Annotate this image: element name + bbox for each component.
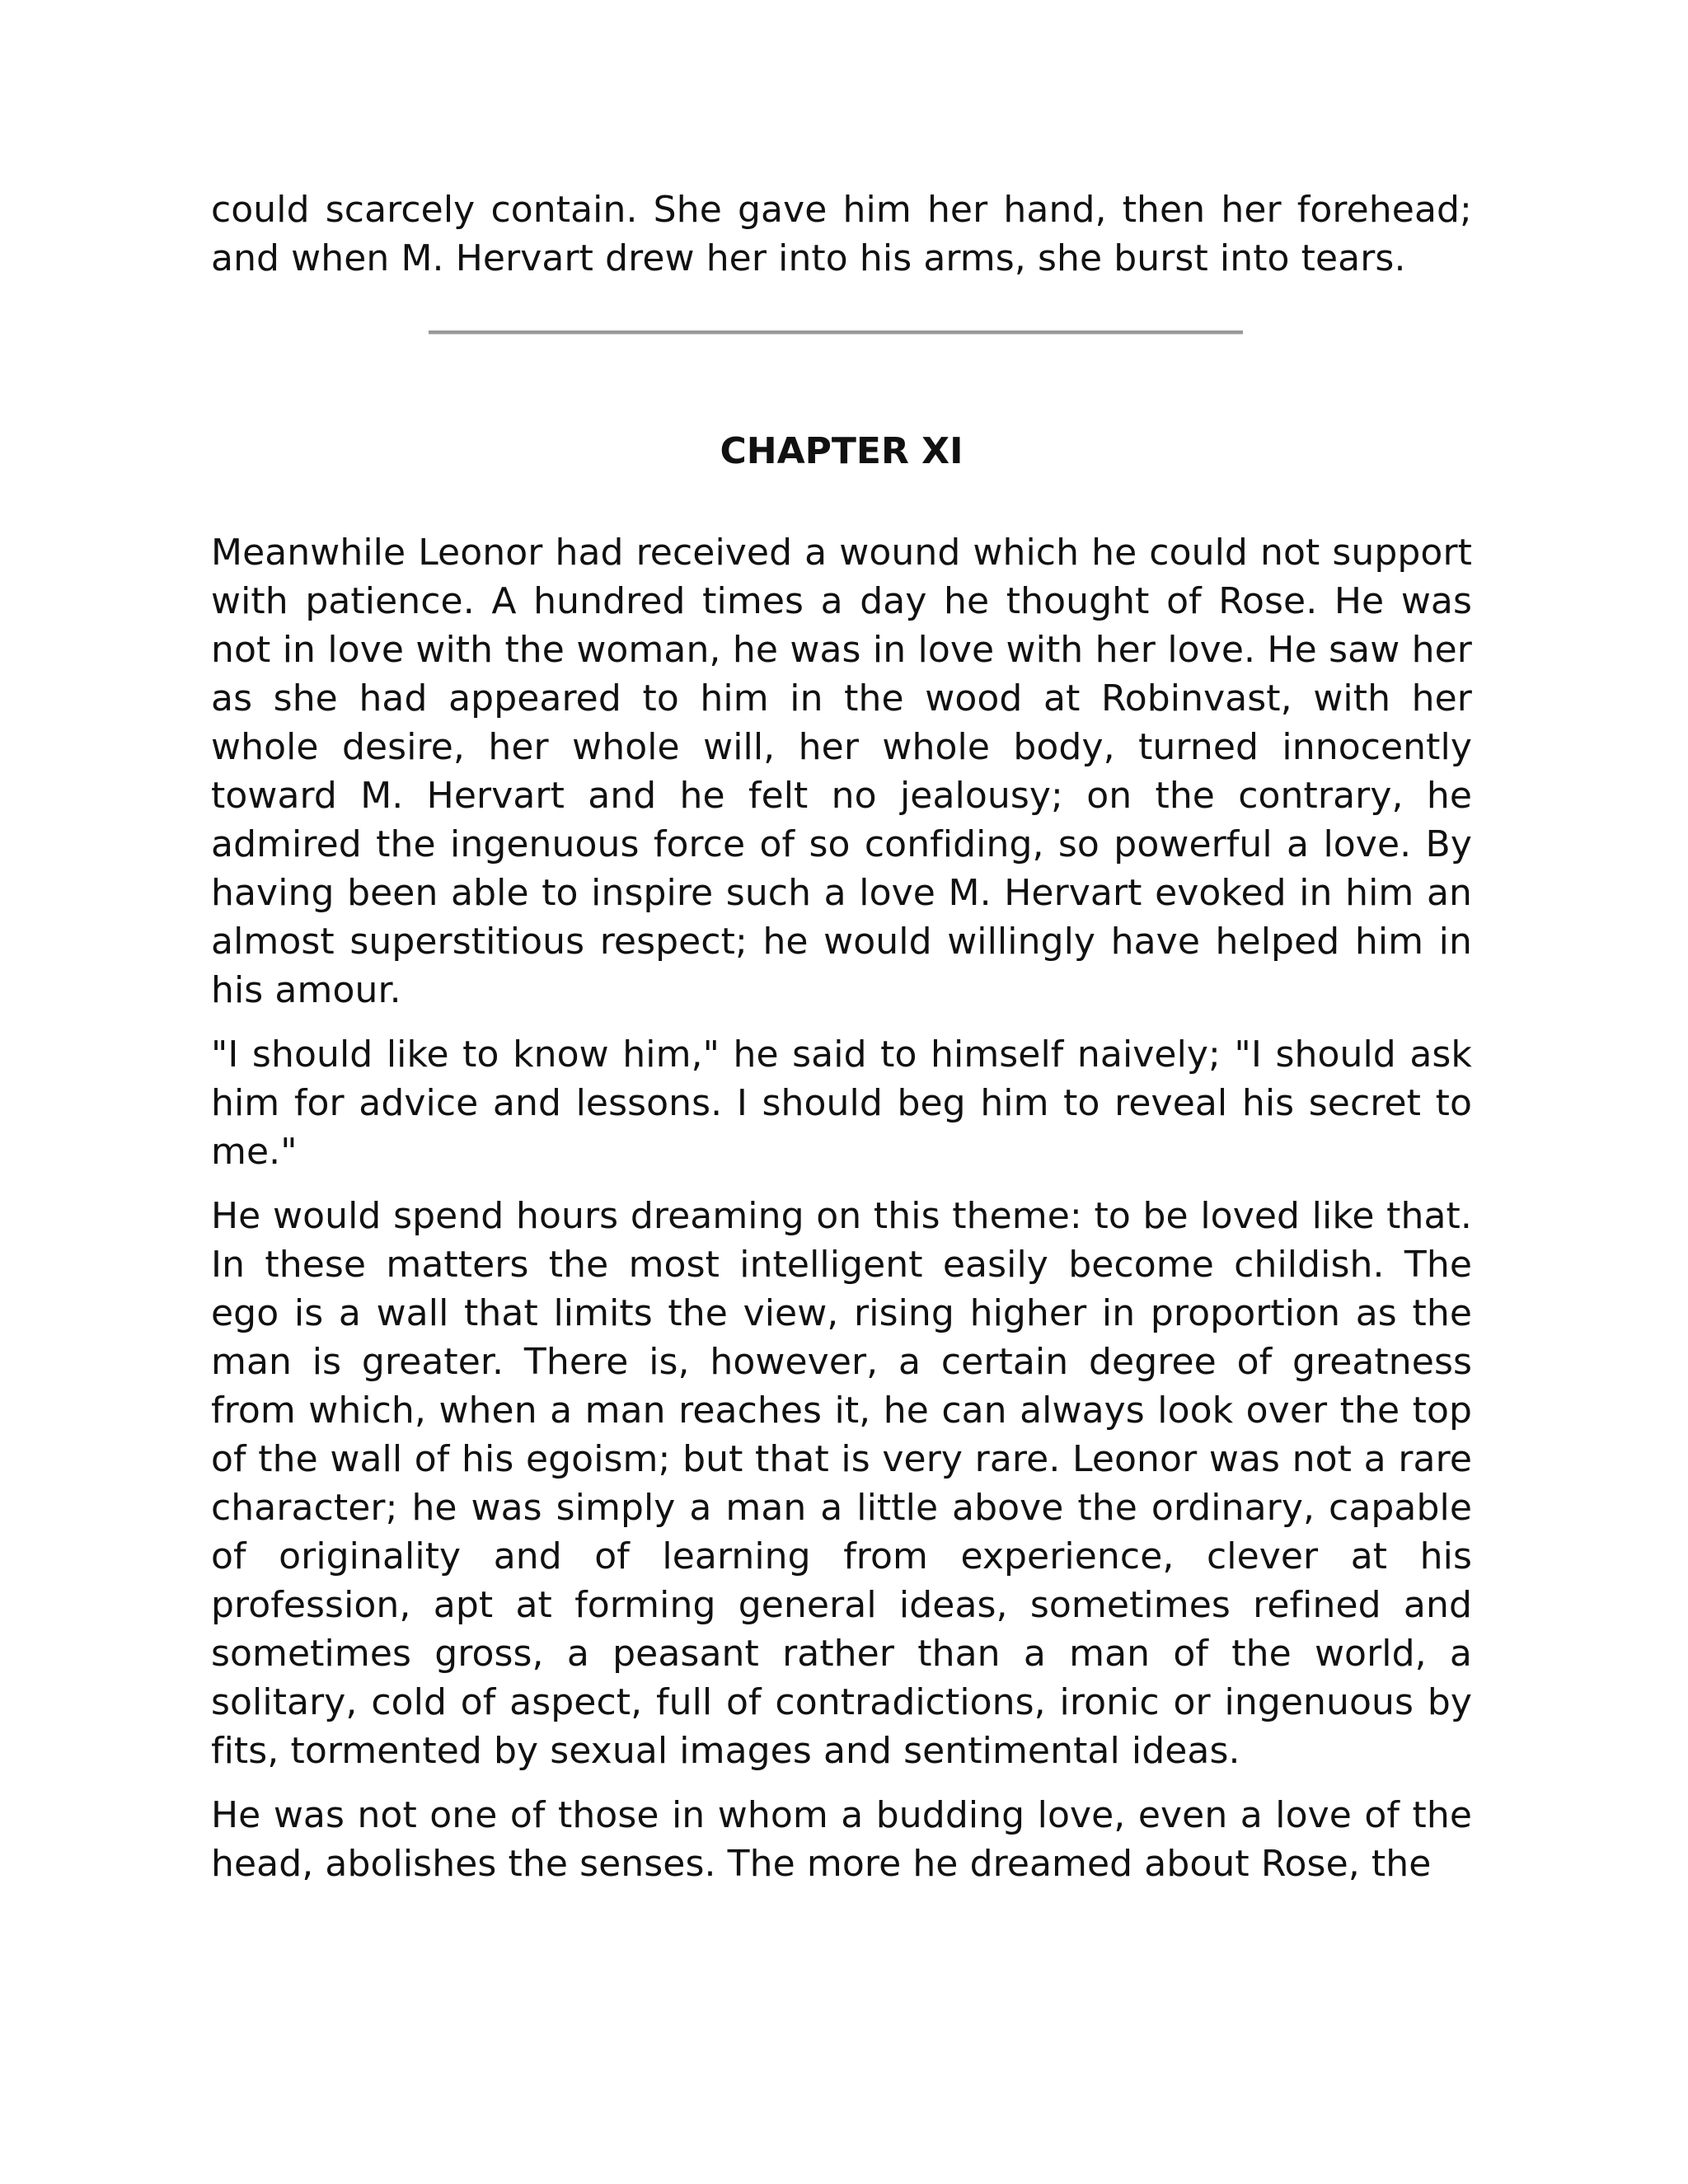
chapter-heading: CHAPTER XI: [720, 430, 964, 472]
paragraph-2: "I should like to know him," he said to himself naively; "I should ask him for advice and lessons. I should beg him to reveal his secret to me.": [211, 1033, 1472, 1173]
paragraph-3: He would spend hours dreaming on this theme: to be loved like that. In these matters the most intelligent easily become childish. The ego is a wall that limits the view, rising higher in proportion as the man is greater. There is, however, a certain degree of greatness from which, when a man reaches it, he can always look over the top of the wall of his egoism; but that is very rare. Leonor was not a rare character; he was simply a man a little above the ordinary, capable of originality and of learning from experience, clever at his profession, apt at forming general ideas, sometimes refined and sometimes gross, a peasant rather than a man of the world, a solitary, cold of aspect, full of contradictions, ironic or ingenuous by fits, tormented by sexual images and sentimental ideas.: [211, 1195, 1472, 1772]
paragraph-1: Meanwhile Leonor had received a wound which he could not support with patience. A hundred times a day he thought of Rose. He was not in love with the woman, he was in love with her love. He saw her as she had appeared to him in the wood at Robinvast, with her whole desire, her whole will, her whole body, turned innocently toward M. Hervart and he felt no jealousy; on the contrary, he admired the ingenuous force of so confiding, so powerful a love. By having been able to inspire such a love M. Hervart evoked in him an almost superstitious respect; he would willingly have helped him in his amour.: [211, 532, 1472, 1011]
book-page: [211, 185, 1472, 1904]
opening-paragraph: could scarcely contain. She gave him her hand, then her forehead; and when M. Hervart drew her into his arms, she burst into tears.: [211, 189, 1472, 279]
paragraph-4: He was not one of those in whom a budding love, even a love of the head, abolishes the senses. The more he dreamed about Rose, the: [211, 1794, 1472, 1885]
section-divider: [429, 330, 1243, 335]
